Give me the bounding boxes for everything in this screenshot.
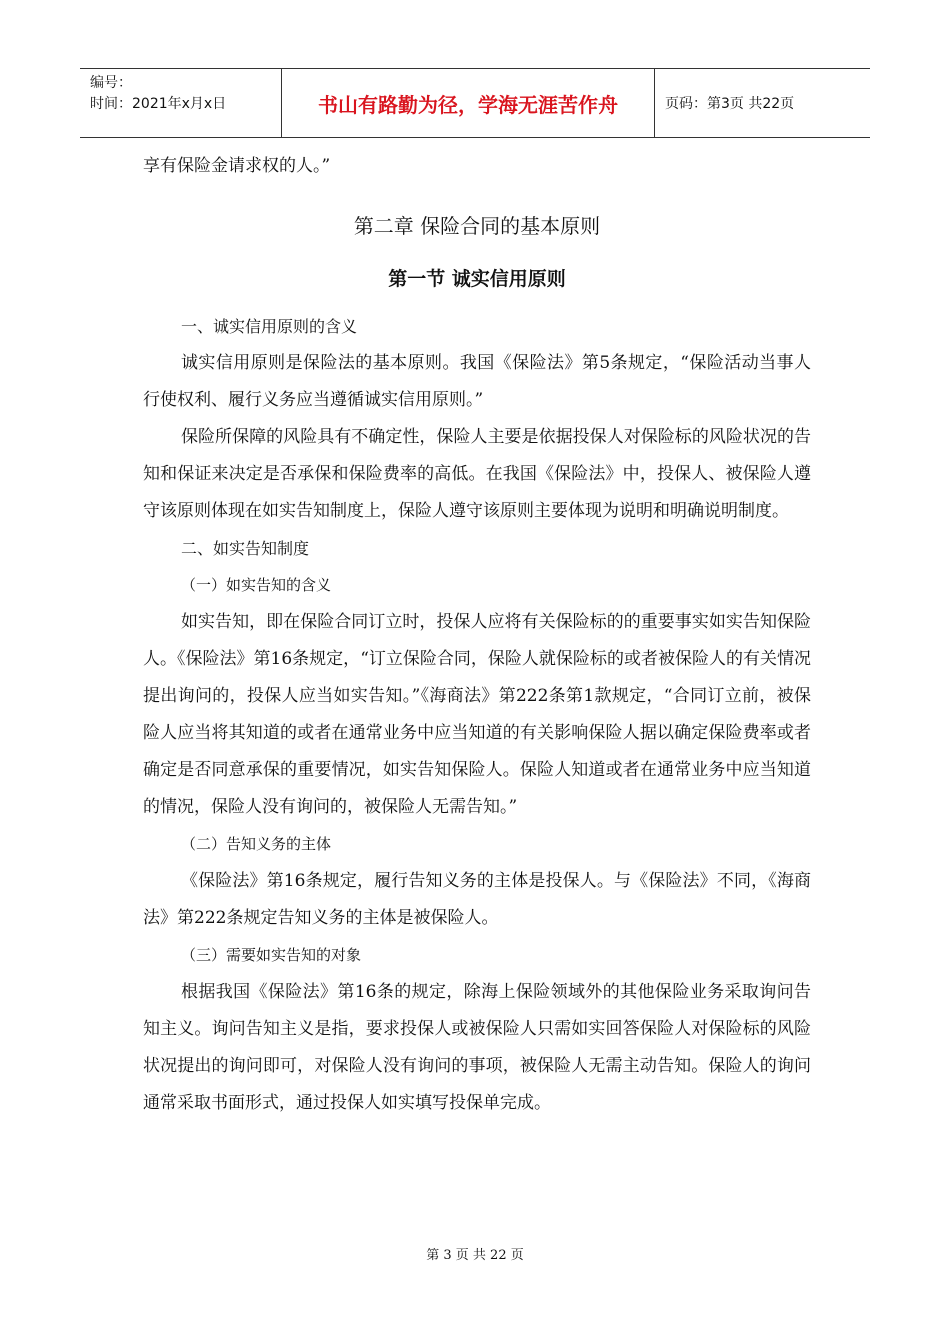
section-title: 第一节 诚实信用原则 — [388, 268, 566, 290]
heading-1: 一、诚实信用原则的含义 — [181, 317, 358, 336]
paragraph: 《保险法》第16条规定，履行告知义务的主体是投保人。与《保险法》不同，《海商法》第222条规定告知义务的主体是被保险人。 — [143, 871, 811, 928]
subheading: （三）需要如实告知的对象 — [181, 946, 362, 964]
paragraph: 享有保险金请求权的人。” — [143, 156, 331, 176]
subheading: （二）告知义务的主体 — [181, 835, 332, 853]
document-body — [143, 148, 811, 1122]
subheading: （一）如实告知的含义 — [181, 576, 332, 594]
header-meta — [80, 69, 282, 137]
paragraph: 保险所保障的风险具有不确定性，保险人主要是依据投保人对保险标的风险状况的告知和保证来决定是否承保和保险费率的高低。在我国《保险法》中，投保人、被保险人遵守该原则体现在如实告知制度上，保险人遵守该原则主要体现为说明和明确说明制度。 — [143, 427, 811, 521]
heading-2: 二、如实告知制度 — [181, 539, 310, 558]
header-page-info: 页码：第3页 共22页 — [665, 96, 795, 112]
paragraph: 如实告知，即在保险合同订立时，投保人应将有关保险标的的重要事实如实告知保险人。《保险法》第16条规定，“订立保险合同，保险人就保险标的或者被保险人的有关情况提出询问的，投保人应当如实告知。”《海商法》第222条第1款规定，“合同订立前，被保险人应当将其知道的或者在通常业务中应当知道的有关影响保险人据以确定保险费率或者确定是否同意承保的重要情况，如实告知保险人。保险人知道或者在通常业务中应当知道的情况，保险人没有询问的，被保险人无需告知。” — [143, 612, 811, 817]
document-number-label: 编号： — [90, 75, 132, 91]
page-footer: 第 3 页 共 22 页 — [426, 1248, 524, 1263]
paragraph: 根据我国《保险法》第16条的规定，除海上保险领域外的其他保险业务采取询问告知主义。询问告知主义是指，要求投保人或被保险人只需如实回答保险人对保险标的风险状况提出的询问即可，对保险人没有询问的事项，被保险人无需主动告知。保险人的询问通常采取书面形式，通过投保人如实填写投保单完成。 — [143, 982, 811, 1113]
document-date: 时间：2021年x月x日 — [90, 96, 227, 112]
page-header — [80, 68, 870, 138]
paragraph: 诚实信用原则是保险法的基本原则。我国《保险法》第5条规定，“保险活动当事人行使权利、履行义务应当遵循诚实信用原则。” — [143, 353, 811, 410]
chapter-title: 第二章 保险合同的基本原则 — [353, 214, 601, 238]
header-motto: 书山有路勤为径，学海无涯苦作舟 — [282, 69, 655, 137]
